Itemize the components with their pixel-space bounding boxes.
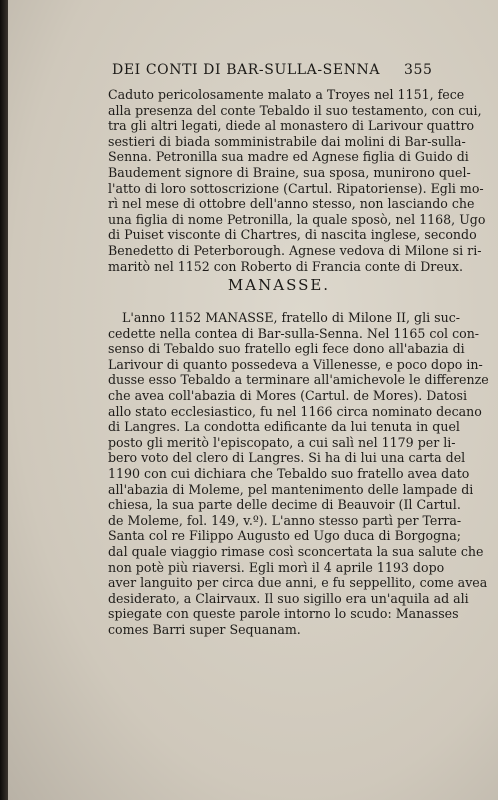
text-line: allo stato ecclesiastico, fu nel 1166 circa nominato decano <box>108 403 482 419</box>
running-title: DEI CONTI DI BAR-SULLA-SENNA <box>112 62 381 78</box>
section-heading: MANASSE. <box>227 276 331 294</box>
text-line: bero voto del clero di Langres. Si ha di lui una carta del <box>108 450 466 466</box>
text-line: posto gli meritò l'episcopato, a cui salì nel 1179 per li- <box>108 434 456 450</box>
text-line: non potè più riaversi. Egli morì il 4 aprile 1193 dopo <box>108 559 445 575</box>
text-line: alla presenza del conte Tebaldo il suo testamento, con cui, <box>108 102 482 118</box>
text-line: l'atto di loro sottoscrizione (Cartul. Ripatoriense). Egli mo- <box>108 180 484 196</box>
text-line: senso di Tebaldo suo fratello egli fece dono all'abazia di <box>108 341 465 357</box>
text-line: sestieri di biada somministrabile dai molini di Bar-sulla- <box>108 133 466 149</box>
text-line: una figlia di nome Petronilla, la quale sposò, nel 1168, Ugo <box>108 211 486 227</box>
text-line: desiderato, a Clairvaux. Il suo sigillo era un'aquila ad ali <box>108 590 469 606</box>
text-line: Senna. Petronilla sua madre ed Agnese figlia di Guido di <box>108 149 469 165</box>
text-line: maritò nel 1152 con Roberto di Francia conte di Dreux. <box>108 258 463 274</box>
text-line: Larivour di quanto possedeva a Villenesse, e poco dopo in- <box>108 356 483 372</box>
page-number: 355 <box>404 62 433 78</box>
paragraph-milone-conclusion <box>108 87 486 274</box>
text-line: de Moleme, fol. 149, v.º). L'anno stesso partì per Terra- <box>108 512 462 528</box>
text-line: di Puiset visconte di Chartres, di nascita inglese, secondo <box>108 227 477 243</box>
paragraph-manasse <box>108 310 489 637</box>
text-line: all'abazia di Moleme, pel mantenimento delle lampade di <box>108 481 474 497</box>
text-line: dal quale viaggio rimase così sconcertata la sua salute che <box>108 543 484 559</box>
text-line: 1190 con cui dichiara che Tebaldo suo fratello avea dato <box>108 465 470 481</box>
text-line: rì nel mese di ottobre dell'anno stesso, non lasciando che <box>108 196 475 212</box>
text-line: spiegate con queste parole intorno lo scudo: Manasses <box>108 606 459 622</box>
text-line: Santa col re Filippo Augusto ed Ugo duca di Borgogna; <box>108 528 462 544</box>
text-line: Baudement signore di Braine, sua sposa, munirono quel- <box>108 164 471 180</box>
text-line: di Langres. La condotta edificante da lui tenuta in quel <box>108 419 460 435</box>
text-line: aver languito per circa due anni, e fu seppellito, come avea <box>108 575 488 591</box>
text-line: cedette nella contea di Bar-sulla-Senna. Nel 1165 col con- <box>108 325 480 341</box>
text-line: comes Barri super Sequanam. <box>108 621 301 637</box>
text-line: chiesa, la sua parte delle decime di Beauvoir (Il Cartul. <box>108 497 461 513</box>
text-line: che avea coll'abazia di Mores (Cartul. de Mores). Datosi <box>108 387 467 403</box>
text-line: Caduto pericolosamente malato a Troyes nel 1151, fece <box>108 87 465 102</box>
book-gutter-shadow <box>0 0 8 800</box>
text-line: tra gli altri legati, diede al monastero di Larivour quattro <box>108 118 475 134</box>
text-line: L'anno 1152 MANASSE, fratello di Milone II, gli suc- <box>122 310 461 325</box>
text-line: dusse esso Tebaldo a terminare all'amichevole le differenze <box>108 372 489 388</box>
text-line: Benedetto di Peterborough. Agnese vedova di Milone si ri- <box>108 242 482 258</box>
